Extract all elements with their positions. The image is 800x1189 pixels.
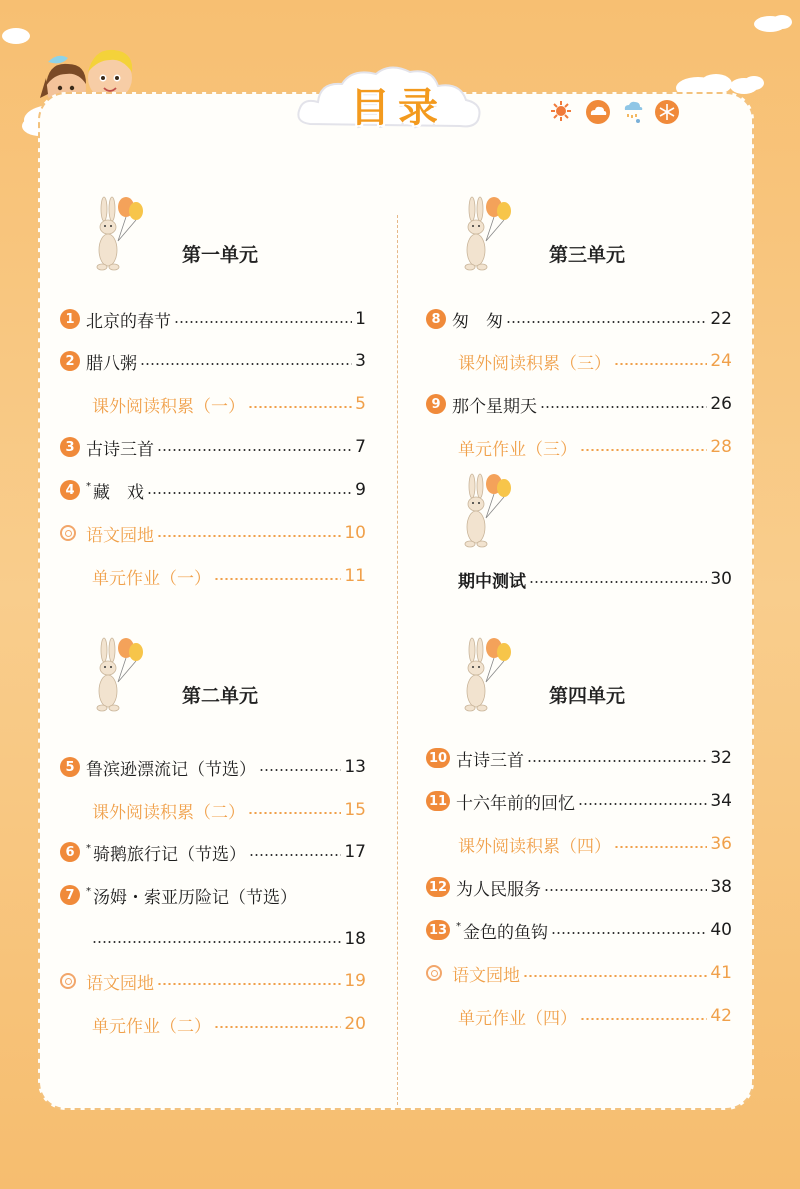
toc-entry-label: [86, 969, 154, 994]
optional-lesson-star: *: [86, 885, 91, 897]
lesson-number-badge: 9: [426, 394, 446, 414]
toc-entry-label: [458, 832, 611, 857]
leader-dots: [140, 363, 352, 365]
lesson-number-badge: 2: [60, 351, 80, 371]
page-title: 目录: [350, 85, 446, 131]
toc-entry-title: 单元作业（四）: [458, 1008, 577, 1029]
toc-entry-title: 课外阅读积累（二）: [92, 802, 245, 823]
optional-lesson-star: *: [456, 920, 461, 932]
toc-entry[interactable]: [92, 1009, 366, 1039]
toc-entry-title: 单元作业（一）: [92, 568, 211, 589]
toc-entry-label: [86, 521, 154, 546]
garden-circle-icon: [60, 525, 76, 541]
toc-entry[interactable]: [426, 915, 732, 945]
toc-entry-label: [86, 307, 171, 332]
toc-entry[interactable]: [426, 786, 732, 816]
toc-entry-label: [92, 1012, 211, 1037]
lesson-number-badge: 1: [60, 309, 80, 329]
lesson-number-badge: 13: [426, 920, 450, 940]
leader-dots: [529, 581, 707, 583]
leader-dots: [249, 854, 341, 856]
toc-entry[interactable]: [458, 829, 732, 859]
leader-dots: [157, 535, 341, 537]
toc-page-number: 22: [710, 309, 732, 329]
lesson-number-badge: 8: [426, 309, 446, 329]
toc-entry-title: 骑鹅旅行记（节选）: [93, 844, 246, 865]
leader-dots: [92, 941, 341, 943]
toc-page-number: 28: [710, 437, 732, 457]
toc-entry-midterm[interactable]: [458, 564, 732, 594]
sun-icon: [550, 100, 572, 122]
toc-page-number: 1: [355, 309, 366, 329]
snowflake-weather-icon: [654, 99, 680, 125]
unit-title: 第四单元: [549, 685, 626, 707]
optional-lesson-star: *: [86, 842, 91, 854]
toc-entry-title: 语文园地: [86, 973, 154, 994]
toc-entry-label: [456, 789, 575, 814]
toc-entry[interactable]: [60, 346, 366, 376]
toc-page-number: 15: [344, 800, 366, 820]
toc-entry-label: [86, 755, 256, 780]
toc-entry-label: [86, 349, 137, 374]
toc-entry-title: 十六年前的回忆: [456, 793, 575, 814]
toc-entry-label: [92, 392, 245, 417]
lesson-number-badge: 3: [60, 437, 80, 457]
leader-dots: [214, 1026, 341, 1028]
toc-entry-title: 课外阅读积累（三）: [458, 353, 611, 374]
unit-title: 第二单元: [182, 685, 259, 707]
toc-page-number: 17: [344, 842, 366, 862]
toc-entry-title: 鲁滨逊漂流记（节选）: [86, 759, 256, 780]
toc-entry[interactable]: [92, 389, 366, 419]
toc-entry-label: [86, 883, 297, 908]
toc-entry-label: [458, 435, 577, 460]
leader-dots: [540, 406, 707, 408]
lesson-number-badge: 5: [60, 757, 80, 777]
toc-page-number: 41: [710, 963, 732, 983]
toc-entry[interactable]: [60, 880, 334, 910]
leader-dots: [248, 406, 352, 408]
toc-entry-title: 为人民服务: [456, 879, 541, 900]
lesson-number-badge: 6: [60, 842, 80, 862]
leader-dots: [214, 578, 341, 580]
toc-entry-title: 那个星期天: [452, 396, 537, 417]
toc-continuation: [92, 924, 366, 954]
toc-entry-label: [456, 746, 524, 771]
lesson-number-badge: 12: [426, 877, 450, 897]
toc-entry[interactable]: [60, 432, 366, 462]
toc-entry-title: 单元作业（三）: [458, 439, 577, 460]
leader-dots: [174, 321, 352, 323]
toc-page-number: 38: [710, 877, 732, 897]
leader-dots: [580, 449, 707, 451]
toc-entry-label: [86, 840, 246, 865]
toc-entry-title: 汤姆・索亚历险记（节选）: [93, 887, 297, 908]
garden-circle-icon: [60, 973, 76, 989]
toc-page-number: 24: [710, 351, 732, 371]
toc-page-number: 9: [355, 480, 366, 500]
toc-entry[interactable]: [60, 304, 366, 334]
toc-page-number: 42: [710, 1006, 732, 1026]
leader-dots: [614, 846, 707, 848]
leader-dots: [544, 889, 707, 891]
toc-entry[interactable]: [458, 346, 732, 376]
toc-entry[interactable]: [426, 872, 732, 902]
lesson-number-badge: 7: [60, 885, 80, 905]
leader-dots: [578, 803, 707, 805]
cloud-icon: [585, 99, 611, 125]
toc-entry-title: 藏 戏: [93, 482, 144, 503]
leader-dots: [527, 760, 707, 762]
toc-entry-title: 课外阅读积累（一）: [92, 396, 245, 417]
toc-entry[interactable]: [60, 752, 366, 782]
toc-page-number: 36: [710, 834, 732, 854]
toc-entry[interactable]: [458, 1001, 732, 1031]
toc-entry-title: 古诗三首: [86, 439, 154, 460]
toc-entry[interactable]: [458, 432, 732, 462]
toc-entry[interactable]: [60, 966, 366, 996]
rabbit-balloon-icon: [88, 636, 148, 716]
leader-dots: [551, 932, 707, 934]
toc-page-number: 40: [710, 920, 732, 940]
rabbit-balloon-icon: [456, 472, 516, 552]
toc-entry-title: 语文园地: [452, 965, 520, 986]
toc-entry-title: 古诗三首: [456, 750, 524, 771]
leader-dots: [157, 449, 352, 451]
toc-entry-title: 北京的春节: [86, 311, 171, 332]
toc-page-number: 18: [344, 929, 366, 949]
toc-entry-title: 金色的鱼钩: [463, 922, 548, 943]
toc-entry[interactable]: [92, 795, 366, 825]
toc-entry-label: [452, 961, 520, 986]
toc-entry-title: 匆 匆: [452, 311, 503, 332]
unit-title: 第一单元: [182, 244, 259, 266]
toc-page-number: 13: [344, 757, 366, 777]
leader-dots: [157, 983, 341, 985]
leader-dots: [580, 1018, 707, 1020]
toc-page-number: 26: [710, 394, 732, 414]
toc-entry-title: 单元作业（二）: [92, 1016, 211, 1037]
unit-title: 第三单元: [549, 244, 626, 266]
toc-entry-label: [86, 435, 154, 460]
toc-page-number: 34: [710, 791, 732, 811]
lesson-number-badge: 10: [426, 748, 450, 768]
toc-page-number: 20: [344, 1014, 366, 1034]
toc-entry-label: [86, 478, 144, 503]
toc-entry-label: [458, 1004, 577, 1029]
toc-entry-title: 腊八粥: [86, 353, 137, 374]
leader-dots: [523, 975, 707, 977]
toc-page-number: 30: [710, 569, 732, 589]
toc-page-number: 19: [344, 971, 366, 991]
toc-entry[interactable]: [426, 304, 732, 334]
toc-page-number: 11: [344, 566, 366, 586]
toc-entry[interactable]: [60, 837, 366, 867]
toc-entry-title: 语文园地: [86, 525, 154, 546]
toc-page-number: 10: [344, 523, 366, 543]
toc-entry-label: [452, 307, 503, 332]
toc-entry[interactable]: [60, 475, 366, 505]
cloud-decoration-top: [0, 20, 40, 50]
rabbit-balloon-icon: [456, 195, 516, 275]
column-divider: [397, 215, 398, 1105]
garden-circle-icon: [426, 965, 442, 981]
optional-lesson-star: *: [86, 480, 91, 492]
toc-page-number: 32: [710, 748, 732, 768]
toc-entry[interactable]: [60, 518, 366, 548]
toc-entry-label: [456, 875, 541, 900]
toc-entry[interactable]: [426, 389, 732, 419]
toc-entry-label: [456, 918, 548, 943]
toc-entry[interactable]: [92, 561, 366, 591]
leader-dots: [248, 812, 341, 814]
rabbit-balloon-icon: [88, 195, 148, 275]
leader-dots: [614, 363, 707, 365]
toc-entry-title: 课外阅读积累（四）: [458, 836, 611, 857]
toc-entry-label: [452, 392, 537, 417]
leader-dots: [147, 492, 352, 494]
toc-page-number: 5: [355, 394, 366, 414]
leader-dots: [259, 769, 341, 771]
toc-page-number: 3: [355, 351, 366, 371]
rabbit-balloon-icon: [456, 636, 516, 716]
toc-entry-label: [92, 798, 245, 823]
toc-page-number: 7: [355, 437, 366, 457]
lesson-number-badge: 4: [60, 480, 80, 500]
toc-entry-label: [92, 564, 211, 589]
leader-dots: [506, 321, 707, 323]
toc-entry[interactable]: [426, 958, 732, 988]
rain-snow-icon: [620, 99, 646, 125]
toc-entry[interactable]: [426, 743, 732, 773]
toc-entry-label: 期中测试: [458, 571, 526, 592]
lesson-number-badge: 11: [426, 791, 450, 811]
toc-entry-label: [458, 349, 611, 374]
